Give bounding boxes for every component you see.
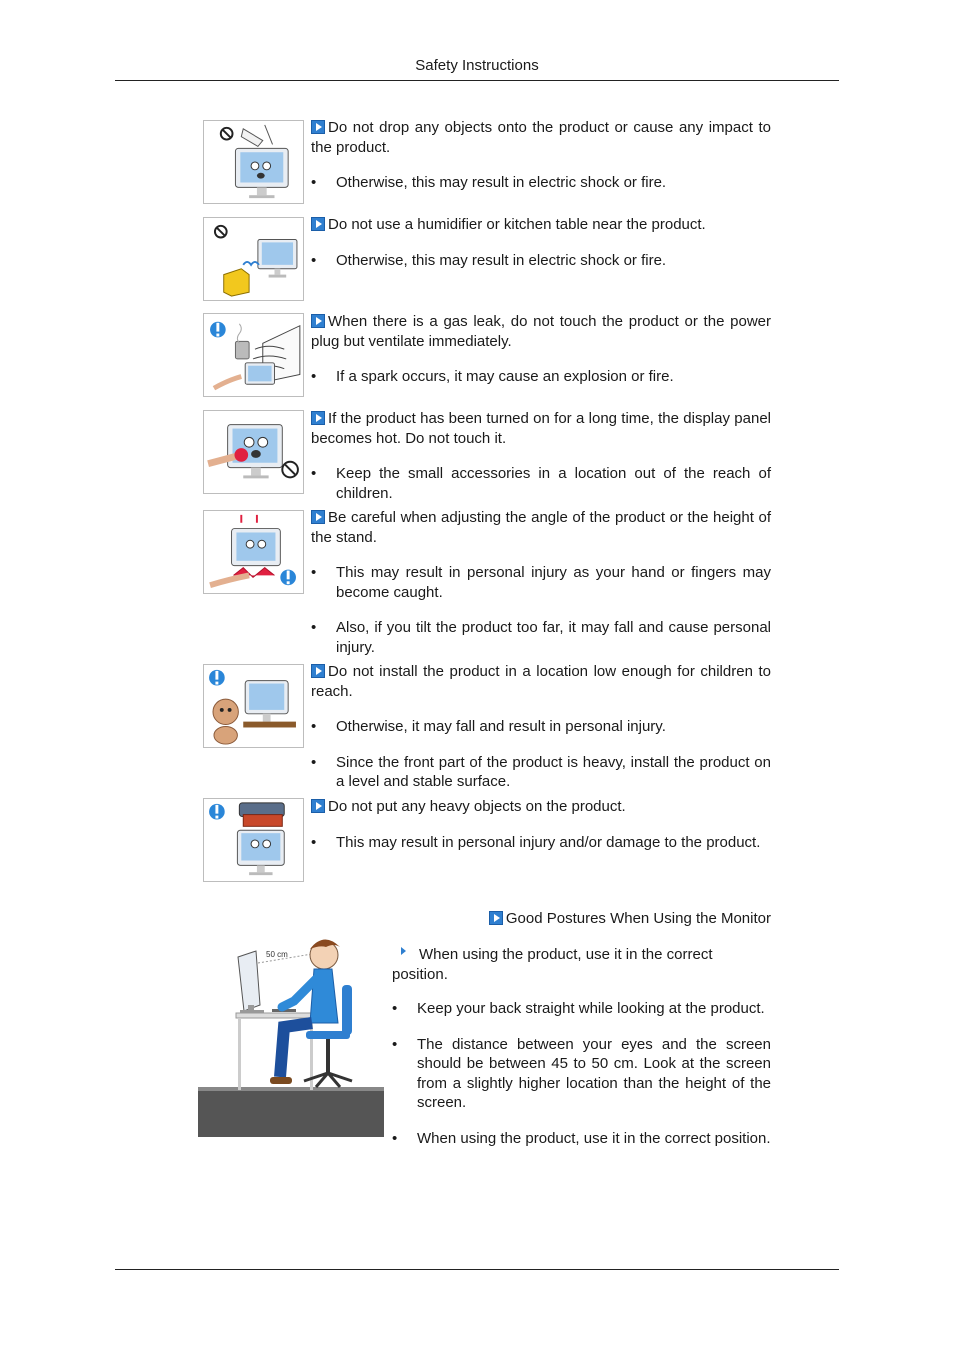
blue-arrow-icon — [489, 911, 503, 925]
item-1-lead: Do not drop any objects onto the product or cause any impact to the product. — [311, 119, 771, 156]
item-6: Do not install the product in a location low enough for children to reach. • Otherwise, it may fall and result in personal injury. • Since the front part of the product is heavy, install the product on a level and stable surface. — [311, 663, 771, 790]
monitor-impact-icon — [204, 121, 303, 203]
blue-arrow-icon — [311, 314, 325, 328]
blue-arrow-icon — [311, 120, 325, 134]
blue-arrow-icon — [311, 510, 325, 524]
blue-arrow-icon — [311, 411, 325, 425]
footer-rule — [115, 1269, 839, 1270]
illustration-good-posture — [198, 927, 384, 1137]
item-3: When there is a gas leak, do not touch the product or the power plug but ventilate immediately. • If a spark occurs, it may cause an explosion or fire. — [311, 313, 771, 385]
gas-leak-icon — [204, 314, 303, 396]
page-header-title: Safety Instructions — [415, 57, 539, 74]
illustration-drop-objects — [203, 120, 304, 204]
blue-arrow-icon — [311, 799, 325, 813]
item-1 — [311, 118, 771, 193]
small-arrow-icon — [401, 947, 406, 955]
item-1-bullet-1: • Otherwise, this may result in electric shock or fire. — [311, 174, 667, 191]
item-4: If the product has been turned on for a long time, the display panel becomes hot. Do not touch it. • Keep the small accessories in a location out of the reach of children. — [311, 410, 771, 502]
illustration-child-reach — [203, 664, 304, 748]
item-2: Do not use a humidifier or kitchen table near the product. • Otherwise, this may result in electric shock or fire. — [311, 216, 706, 269]
posture-lead: When using the product, use it in the correct position. — [392, 946, 713, 983]
seated-user-icon — [198, 927, 384, 1137]
item-5: Be careful when adjusting the angle of the product or the height of the stand. • This may result in personal injury as your hand or fingers may become caught. • Also, if you tilt the product too far, it may fall and cause personal injury. — [311, 509, 771, 656]
illustration-gas-leak — [203, 313, 304, 397]
blue-arrow-icon — [311, 217, 325, 231]
illustration-hot-panel — [203, 410, 304, 494]
blue-arrow-icon — [311, 664, 325, 678]
posture-section-title: Good Postures When Using the Monitor — [420, 910, 771, 927]
child-monitor-icon — [204, 665, 303, 747]
distance-label: 50 cm — [266, 950, 288, 959]
monitor-humidifier-icon — [204, 218, 303, 300]
posture-bullets: • Keep your back straight while looking at the product. • The distance between your eyes and the screen should be between 45 to 50 cm. Look at the screen from a slightly higher location than the height of the screen. • When using the product, use it in the correct position. — [392, 1000, 771, 1147]
hot-panel-icon — [204, 411, 303, 493]
heavy-object-icon — [204, 799, 303, 881]
illustration-heavy-objects — [203, 798, 304, 882]
caught-fingers-icon — [204, 511, 303, 593]
illustration-adjust-angle — [203, 510, 304, 594]
item-7: Do not put any heavy objects on the product. • This may result in personal injury and/or damage to the product. — [311, 798, 761, 851]
header-rule — [115, 80, 839, 81]
illustration-humidifier — [203, 217, 304, 301]
